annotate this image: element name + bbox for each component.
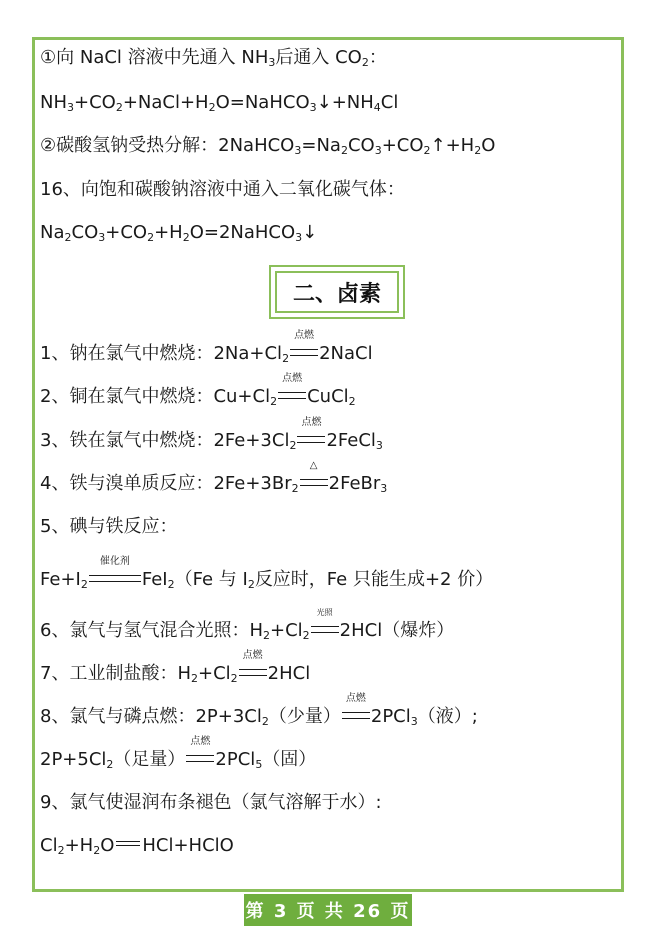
reaction-8: 8、氯气与磷点燃：$2P+3Cl_2$（少量） 点燃 2PCl$_3$（液）; <box>40 693 478 728</box>
condition-mark: 点燃 <box>290 343 318 365</box>
text-line-1: ①向 NaCl 溶液中先通入 $NH_3$后通入 $CO_2$： <box>40 47 387 69</box>
text-line-4: 16、向饱和碳酸钠溶液中通入二氧化碳气体： <box>40 179 405 200</box>
reaction-6: 6、氯气与氢气混合光照：$H_2+Cl_2$ 光照 2HCl（爆炸） <box>40 608 455 642</box>
equation-line-3: ②碳酸氢钠受热分解：$2NaHCO_3=Na_2CO_3+CO_2↑+H_2O$ <box>40 135 496 157</box>
equation-line-5: $Na_2CO_3+CO_2+H_2O=2NaHCO_3↓$ <box>40 222 318 244</box>
page-number-badge: 第 3 页 共 26 页 <box>244 894 412 926</box>
reaction-3: 3、铁在氯气中燃烧：$2Fe+3Cl_2$ 点燃 2FeCl$_3$ <box>40 417 383 452</box>
condition-mark: 催化剂 <box>89 569 141 591</box>
reaction-5: $Fe+I_2$ 催化剂 FeI$_2$（Fe 与 $I_2$反应时，Fe 只能生成+2 价） <box>40 556 494 591</box>
reaction-4: 4、铁与溴单质反应：$2Fe+3Br_2$ △ 2FeBr$_3$ <box>40 460 388 495</box>
condition-mark: 点燃 <box>297 430 325 452</box>
reaction-5-title: 5、碘与铁反应： <box>40 516 178 537</box>
reaction-7: 7、工业制盐酸：$H_2+Cl_2$ 点燃 2HCl <box>40 650 311 685</box>
condition-mark: 点燃 <box>342 706 370 728</box>
condition-mark: 点燃 <box>239 663 267 685</box>
condition-mark: 点燃 <box>186 749 214 771</box>
condition-mark: 点燃 <box>278 386 306 408</box>
reaction-8b: $2P+5Cl_2$（足量） 点燃 2PCl$_5$（固） <box>40 736 317 771</box>
section-heading: 二、卤素 <box>275 271 399 313</box>
reversible-arrow-icon <box>116 839 140 849</box>
reaction-9: $Cl_2+H_2O$ HCl+HClO <box>40 835 234 857</box>
section-heading-box <box>269 265 405 319</box>
reaction-9-title: 9、氯气使湿润布条褪色（氯气溶解于水）: <box>40 792 382 813</box>
reaction-1: 1、钠在氯气中燃烧：$2Na+Cl_2$ 点燃 2NaCl <box>40 330 373 365</box>
condition-mark: 光照 <box>311 620 339 642</box>
reaction-2: 2、铜在氯气中燃烧：$Cu+Cl_2$ 点燃 CuCl$_2$ <box>40 373 356 408</box>
equation-line-2: $NH_3+CO_2+NaCl+H_2O=NaHCO_3↓+NH_4Cl$ <box>40 92 399 114</box>
condition-mark: △ <box>300 473 328 495</box>
